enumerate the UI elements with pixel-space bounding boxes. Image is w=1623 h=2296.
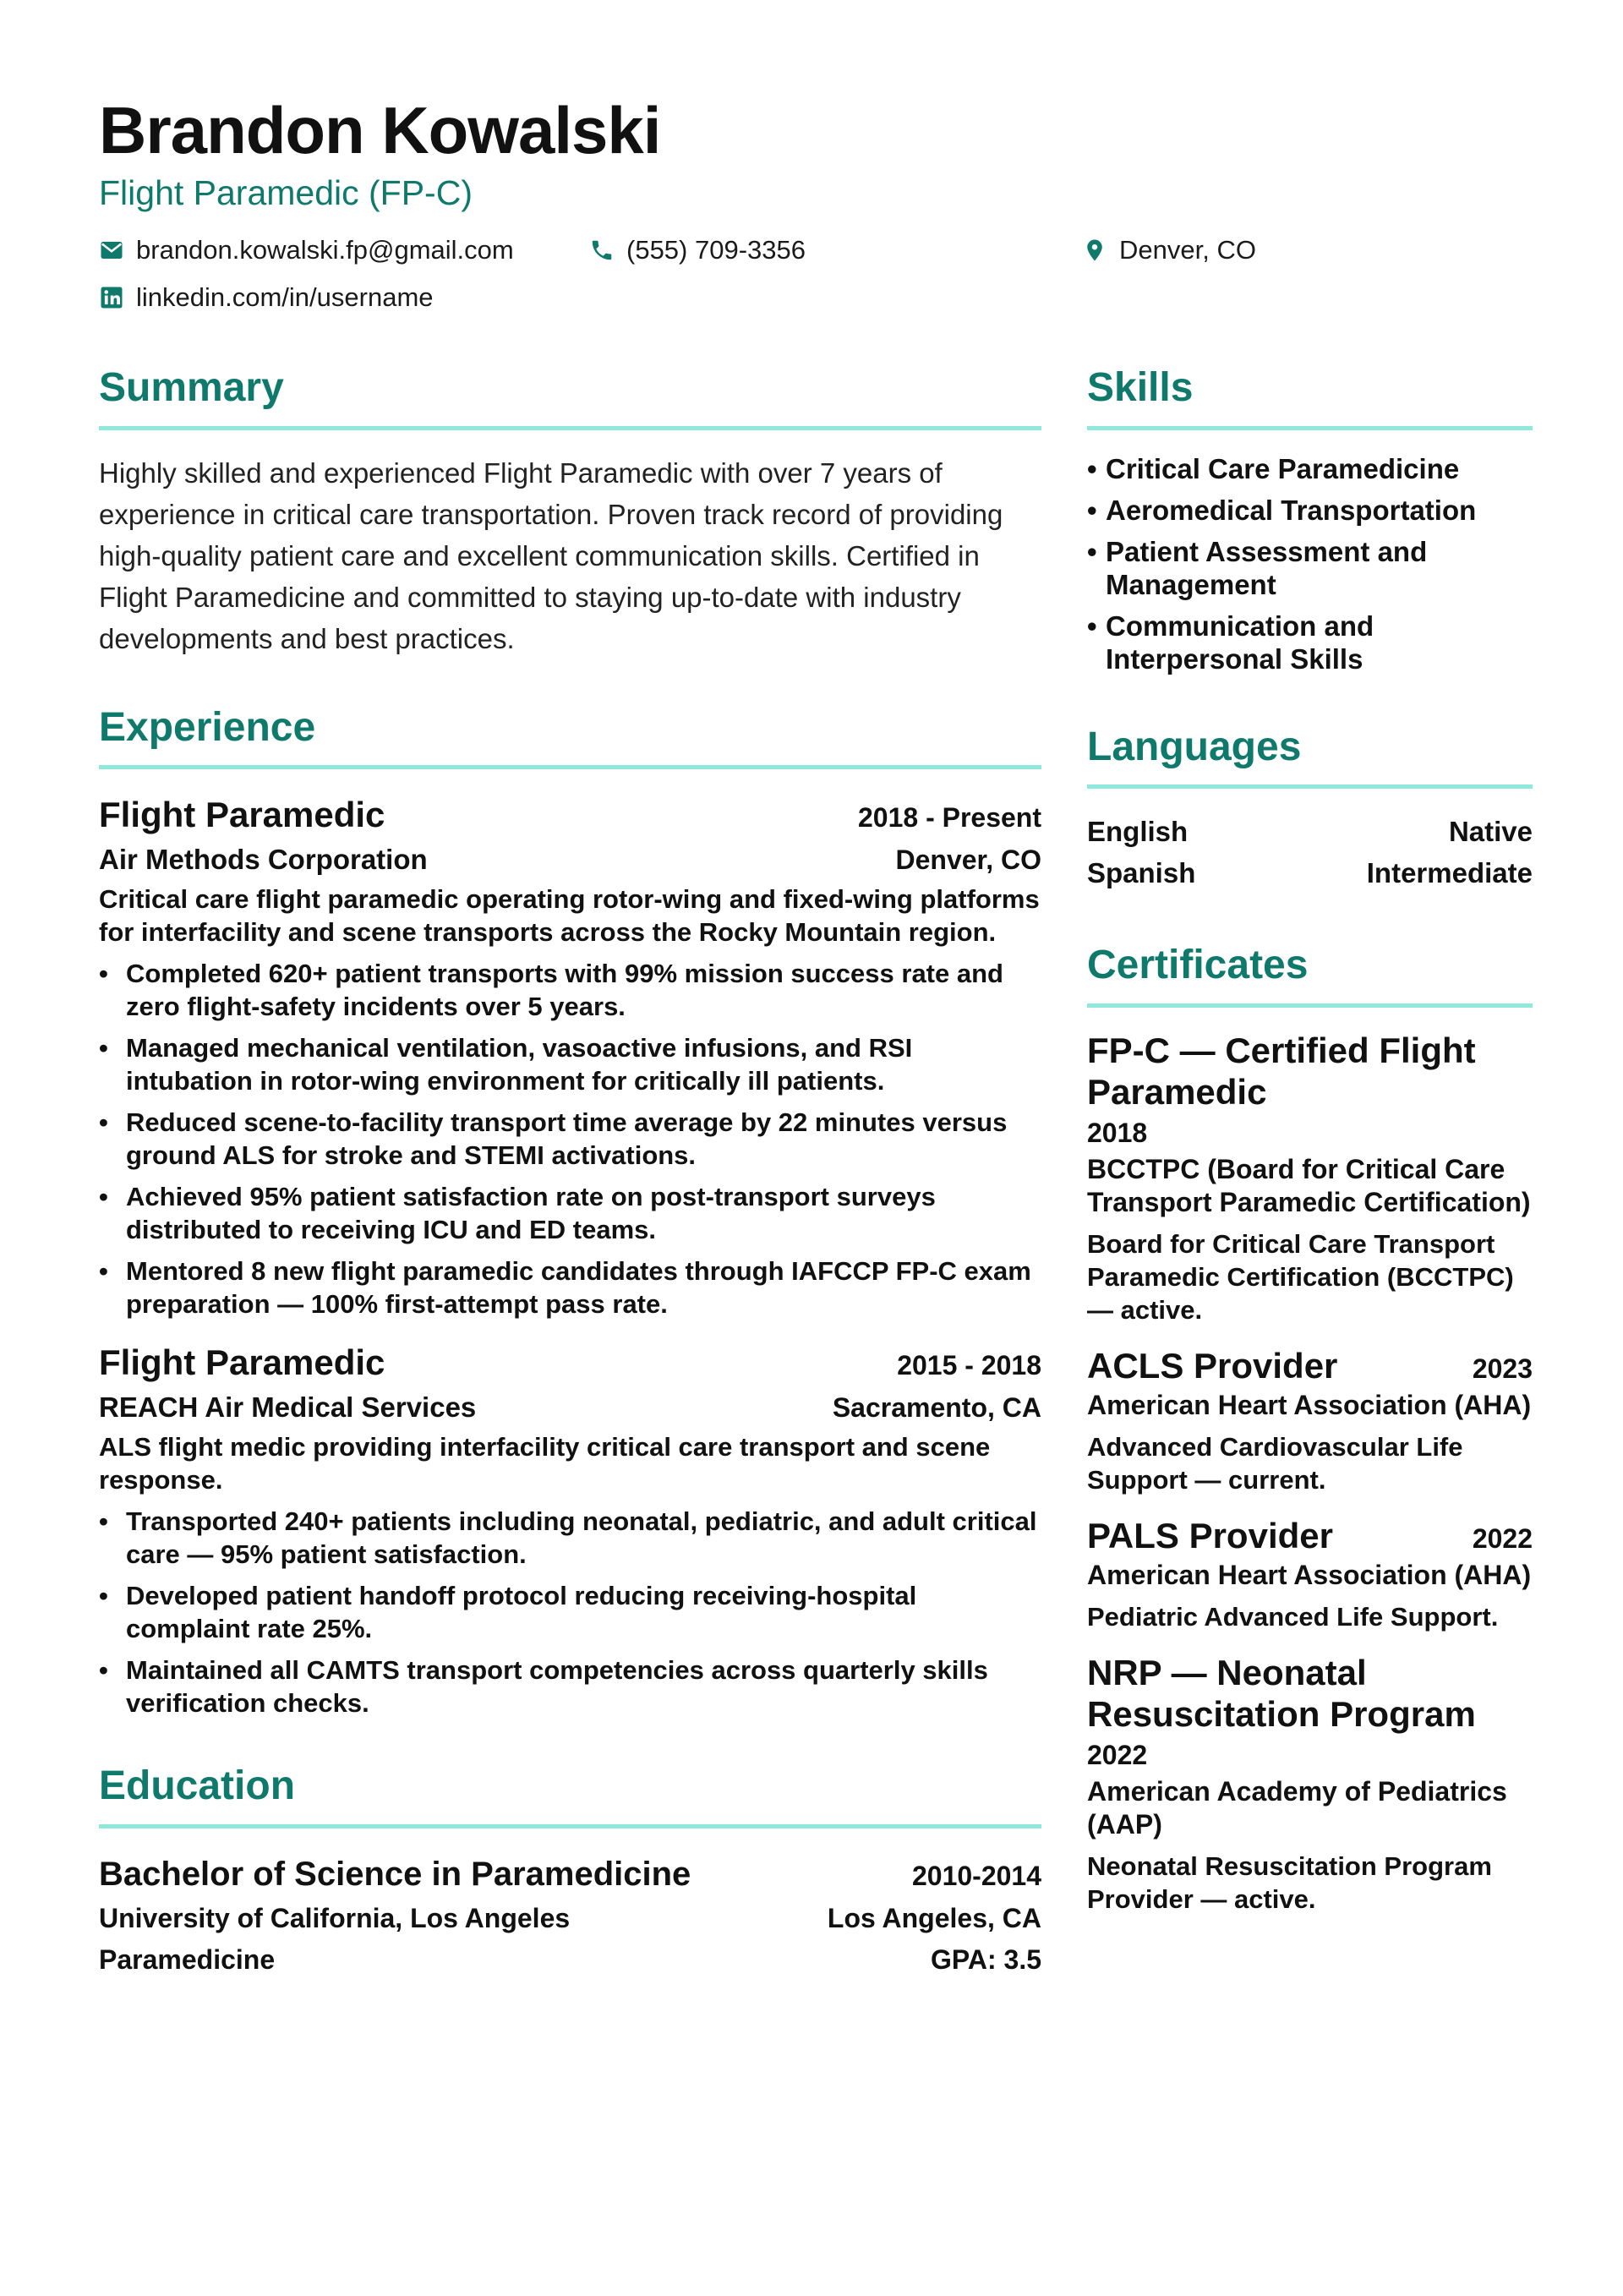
experience-heading: Experience	[99, 704, 316, 750]
left-column	[99, 364, 1041, 1981]
skill-item: • Critical Care Paramedicine	[1087, 452, 1533, 485]
job-bullets	[99, 957, 1041, 1320]
certificate-entry	[1087, 1345, 1533, 1496]
certificate-name: ACLS Provider	[1087, 1345, 1338, 1386]
job-entry	[99, 791, 1041, 1320]
job-bullet: • Completed 620+ patient transports with 99% mission success rate and zero flight-safety incidents over 5 years.	[99, 957, 1041, 1023]
contact-linkedin[interactable]	[99, 282, 434, 313]
section-divider	[1087, 426, 1533, 430]
job-bullet: • Achieved 95% patient satisfaction rate on post-transport surveys distributed to receiving ICU and ED teams.	[99, 1180, 1041, 1246]
contact-phone[interactable]	[589, 235, 806, 265]
summary-heading: Summary	[99, 365, 284, 410]
job-bullet: • Developed patient handoff protocol reducing receiving-hospital complaint rate 25%.	[99, 1579, 1041, 1645]
education-heading: Education	[99, 1763, 296, 1809]
certificate-issuer: American Heart Association (AHA)	[1087, 1389, 1532, 1420]
skills-section	[1087, 364, 1533, 675]
summary-text: Highly skilled and experienced Flight Paramedic with over 7 years of experience in critical care transportation. Proven track record of providing high-quality patient care and excellent communication skills. Certified in Flight Paramedicine and committed to staying up-to-date with industry developments and best practices.	[99, 456, 1003, 654]
language-level: Native	[1448, 816, 1533, 848]
experience-section	[99, 703, 1041, 1720]
section-divider	[99, 1824, 1041, 1829]
certificate-description: Board for Critical Care Transport Paramedic Certification (BCCTPC) — active.	[1087, 1228, 1514, 1325]
linkedin-icon	[99, 285, 124, 310]
mail-icon	[99, 238, 124, 263]
certificate-description: Pediatric Advanced Life Support.	[1087, 1601, 1499, 1632]
field-of-study: Paramedicine	[99, 1943, 276, 1975]
job-title: Flight Paramedic	[99, 1342, 385, 1383]
contact-location	[1082, 235, 1256, 265]
education-section	[99, 1762, 1041, 1981]
certificate-year: 2018	[1087, 1117, 1148, 1148]
certificate-name: FP-C — Certified Flight Paramedic	[1087, 1030, 1476, 1112]
job-description: ALS flight medic providing interfacility critical care transport and scene response.	[99, 1432, 991, 1495]
job-dates: 2015 - 2018	[897, 1350, 1041, 1381]
language-name: Spanish	[1087, 857, 1196, 889]
email-text: brandon.kowalski.fp@gmail.com	[136, 235, 514, 265]
section-divider	[1087, 784, 1533, 789]
job-description: Critical care flight paramedic operating rotor-wing and fixed-wing platforms for interfacility and scene transports across the Rocky Mountain region.	[99, 884, 1040, 948]
certificate-name: NRP — Neonatal Resuscitation Program	[1087, 1652, 1476, 1734]
certificate-entry	[1087, 1515, 1533, 1633]
certificate-issuer: American Heart Association (AHA)	[1087, 1559, 1532, 1590]
school-name: University of California, Los Angeles	[99, 1902, 571, 1933]
certificate-entry	[1087, 1652, 1533, 1916]
certificate-year: 2022	[1472, 1522, 1533, 1554]
certificate-year: 2023	[1472, 1353, 1533, 1384]
certificate-issuer: BCCTPC (Board for Critical Care Transport Paramedic Certification)	[1087, 1153, 1531, 1217]
language-row	[1087, 852, 1533, 894]
certificate-description: Advanced Cardiovascular Life Support — current.	[1087, 1431, 1463, 1495]
job-location: Denver, CO	[895, 845, 1041, 876]
contact-email[interactable]	[99, 235, 514, 265]
location-text: Denver, CO	[1119, 235, 1256, 265]
job-title: Flight Paramedic	[99, 795, 385, 835]
job-bullet: • Transported 240+ patients including neonatal, pediatric, and adult critical care — 95% patient satisfaction.	[99, 1505, 1041, 1571]
job-dates: 2018 - Present	[857, 802, 1041, 834]
certificate-issuer: American Academy of Pediatrics (AAP)	[1087, 1775, 1507, 1840]
phone-text: (555) 709-3356	[626, 235, 806, 265]
section-divider	[99, 765, 1041, 769]
skills-list	[1087, 452, 1533, 675]
linkedin-text: linkedin.com/in/username	[136, 282, 434, 312]
certificate-name: PALS Provider	[1087, 1515, 1333, 1555]
certificate-description: Neonatal Resuscitation Program Provider — active.	[1087, 1850, 1492, 1914]
job-bullets	[99, 1505, 1041, 1719]
job-location: Sacramento, CA	[832, 1392, 1041, 1424]
skill-item: • Patient Assessment and Management	[1087, 535, 1533, 601]
skill-item: • Aeromedical Transportation	[1087, 494, 1533, 527]
section-divider	[1087, 1003, 1533, 1008]
job-bullet: • Maintained all CAMTS transport competencies across quarterly skills verification checks.	[99, 1654, 1041, 1719]
language-level: Intermediate	[1366, 857, 1533, 889]
certificate-entry	[1087, 1030, 1533, 1326]
job-bullet: • Mentored 8 new flight paramedic candidates through IAFCCP FP-C exam preparation — 100% first-attempt pass rate.	[99, 1255, 1041, 1320]
job-bullet: • Managed mechanical ventilation, vasoactive infusions, and RSI intubation in rotor-wing environment for critically ill patients.	[99, 1031, 1041, 1097]
job-bullet: • Reduced scene-to-facility transport time average by 22 minutes versus ground ALS for stroke and STEMI activations.	[99, 1106, 1041, 1172]
certificates-heading: Certificates	[1087, 943, 1309, 988]
candidate-name: Brandon Kowalski	[99, 93, 661, 167]
skill-item: • Communication and Interpersonal Skills	[1087, 610, 1533, 675]
job-entry	[99, 1339, 1041, 1719]
language-name: English	[1087, 816, 1189, 848]
language-row	[1087, 811, 1533, 852]
job-company: REACH Air Medical Services	[99, 1391, 477, 1424]
languages-section	[1087, 723, 1533, 894]
candidate-role: Flight Paramedic (FP-C)	[99, 173, 473, 212]
skills-heading: Skills	[1087, 365, 1194, 410]
degree-title: Bachelor of Science in Paramedicine	[99, 1855, 691, 1893]
education-dates: 2010-2014	[911, 1860, 1041, 1891]
section-divider	[99, 426, 1041, 430]
location-pin-icon	[1082, 238, 1107, 263]
right-column	[1087, 364, 1533, 1934]
summary-section	[99, 364, 1041, 659]
school-location: Los Angeles, CA	[827, 1902, 1041, 1933]
certificate-year: 2022	[1087, 1739, 1148, 1770]
gpa: GPA: 3.5	[931, 1943, 1041, 1975]
certificates-section	[1087, 941, 1533, 1916]
job-company: Air Methods Corporation	[99, 844, 428, 876]
languages-heading: Languages	[1087, 724, 1302, 769]
phone-icon	[589, 238, 615, 263]
